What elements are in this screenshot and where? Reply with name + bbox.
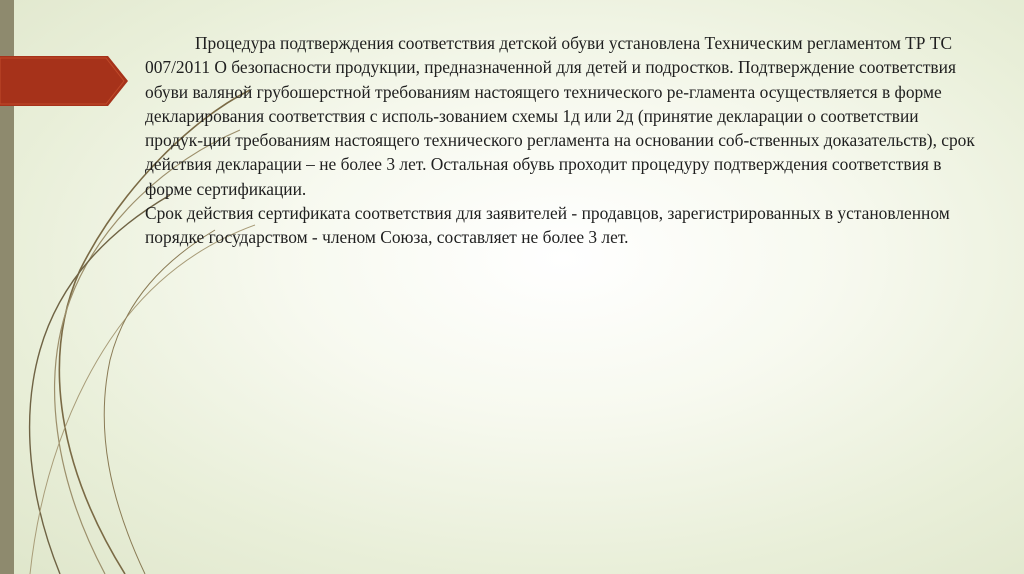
paragraph-certificate-validity: Срок действия сертификата соответствия для заявителей - продавцов, зарегистрированных в установленном порядке государством - членом Союза, составляет не более 3 лет. [145,203,950,248]
decorative-curve [30,195,170,574]
arrow-pointer-icon [0,56,128,106]
decorative-curve [30,225,255,574]
paragraph-certification-procedure: Процедура подтверждения соответствия детской обуви установлена Техническим регламентом ТР ТС 007/2011 О безопасности продукции, предназначенной для детей и подростков. Подтверждение соответствия обуви валяной грубошерстной требованиям настоящего технического ре-гламента осуществляется в форме декларирования соответствия с исполь-зованием схемы 1д или 2д (принятие декларации о соответствии продук-ции требованиям настоящего технического регламента на основании соб-ственных доказательств), срок действия декларации – не более 3 лет. Остальная обувь проходит процедуру подтверждения соответствия в форме сертификации. [145,33,975,199]
slide-text [145,31,975,250]
